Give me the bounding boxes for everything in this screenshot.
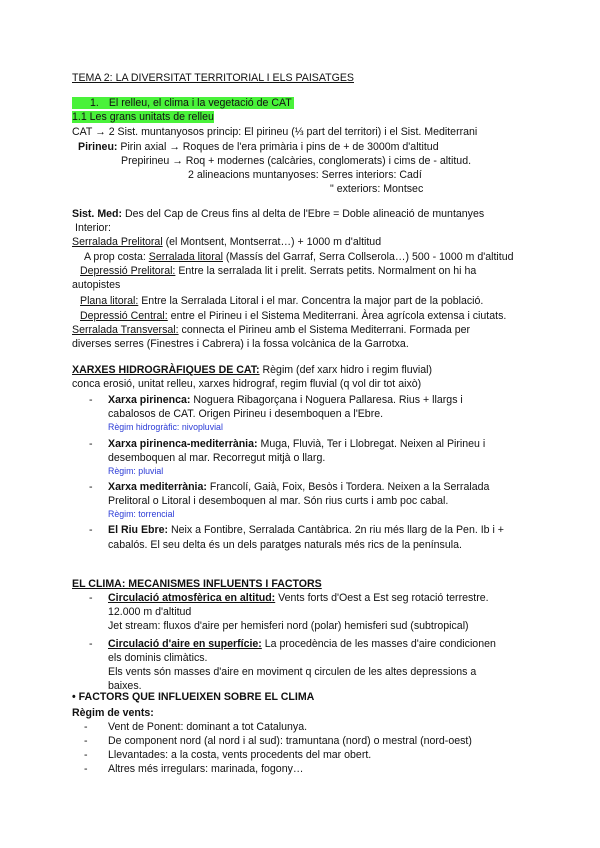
xarxa-item-text: cabalós. El seu delta és un dels paratges naturals més rics de la península. [108, 539, 462, 551]
list-dash: - [84, 735, 88, 747]
circulacio-superficie-4: baixes. [108, 680, 142, 692]
xarxa-regim: Règim hidrogràfic: nivopluvial [108, 422, 223, 432]
alineacions-line: 2 alineacions muntanyoses: Serres interiors: Cadí [188, 169, 422, 181]
pirineu-line: Pirineu: Pirin axial → Roques de l'era primària i pins de + de 3000m d'altitud [78, 141, 439, 153]
xarxa-item: El Riu Ebre: Neix a Fontibre, Serralada Cantàbrica. 2n riu més llarg de la Pen. Ib i + [108, 524, 504, 536]
list-dash: - [84, 749, 88, 761]
xarxa-item: Xarxa pirinenca: Noguera Ribagorçana i Noguera Pallaresa. Rius + llargs i [108, 394, 463, 406]
circulacio-superficie-3: Els vents són masses d'aire en moviment q circulen de les altes depressions a [108, 666, 477, 678]
transversal-line-2: diverses serres (Finestres i Cabrera) i la fossa volcànica de la Garrotxa. [72, 338, 409, 350]
vent-item: Llevantades: a la costa, vents procedents del mar obert. [108, 749, 372, 761]
xarxes-subline: conca erosió, unitat relleu, xarxes hidrograf, regim fluvial (q vol dir tot això) [72, 378, 422, 390]
circulacio-altitud-3: Jet stream: fluxos d'aire per hemisferi nord (polar) hemisferi sud (subtropical) [108, 620, 469, 632]
xarxa-item: Xarxa mediterrània: Francolí, Gaià, Foix, Besòs i Tordera. Neixen a la Serralada [108, 481, 490, 493]
circulacio-superficie-2: els dominis climàtics. [108, 652, 208, 664]
factors-heading: • FACTORS QUE INFLUEIXEN SOBRE EL CLIMA [72, 691, 315, 703]
circulacio-altitud-2: 12.000 m d'altitud [108, 606, 192, 618]
depressio-central-line: Depressió Central: entre el Pirineu i el Sistema Mediterrani. Àrea agrícola extensa i ciutats. [80, 310, 507, 322]
section-title: El relleu, el clima i la vegetació de CAT [99, 97, 294, 109]
transversal-line: Serralada Transversal: connecta el Pirineu amb el Sistema Mediterrani. Formada per [72, 324, 471, 336]
regim-vents-heading: Règim de vents: [72, 707, 154, 719]
section-heading [72, 96, 294, 110]
interior-label: Interior: [75, 222, 111, 234]
vent-item: Vent de Ponent: dominant a tot Catalunya. [108, 721, 308, 733]
list-dash: - [89, 394, 93, 406]
circulacio-altitud-line: Circulació atmosfèrica en altitud: Vents forts d'Oest a Est seg rotació terrestre. [108, 592, 489, 604]
xarxa-regim: Règim: pluvial [108, 466, 164, 476]
prepirineu-line: Prepirineu → Roq + modernes (calcàries, conglomerats) i cims de - altitud. [121, 155, 472, 167]
section-number: 1. [72, 97, 99, 109]
circulacio-superficie-line: Circulació d'aire en superfície: La procedència de les masses d'aire condicionen [108, 638, 496, 650]
vent-item: De component nord (al nord i al sud): tramuntana (nord) o mestral (nord-oest) [108, 735, 472, 747]
depressio-prelitoral-line: Depressió Prelitoral: Entre la serralada lit i prelit. Serrats petits. Normalment on hi ha [80, 265, 477, 277]
list-dash: - [89, 592, 93, 604]
xarxa-item-text: Prelitoral o Litoral i desemboquen al mar. Són rius curts i amb poc cabal. [108, 495, 449, 507]
sist-med-line: Sist. Med: Des del Cap de Creus fins al delta de l'Ebre = Doble alineació de muntanyes [72, 208, 485, 220]
vent-item: Altres més irregulars: marinada, fogony… [108, 763, 304, 775]
document-title: TEMA 2: LA DIVERSITAT TERRITORIAL I ELS PAISATGES [72, 72, 354, 84]
subsection-heading: 1.1 Les grans unitats de relleu [72, 111, 214, 123]
list-dash: - [84, 721, 88, 733]
xarxa-item-text: cabalosos de CAT. Origen Pirineu i desemboquen a l'Ebre. [108, 408, 384, 420]
list-dash: - [89, 524, 93, 536]
list-dash: - [89, 638, 93, 650]
xarxa-item: Xarxa pirinenca-mediterrània: Muga, Fluvià, Ter i Llobregat. Neixen al Pirineu i [108, 438, 486, 450]
xarxes-heading: XARXES HIDROGRÀFIQUES DE CAT: Règim (def xarx hidro i regim fluvial) [72, 364, 433, 376]
cat-summary: CAT → 2 Sist. muntanyosos princip: El pirineu (⅓ part del territori) i el Sist. Mediterrani [72, 126, 478, 138]
exteriors-line: " exteriors: Montsec [330, 183, 424, 195]
xarxa-regim: Règim: torrencial [108, 509, 175, 519]
bullet-icon: • [72, 691, 76, 703]
plana-litoral-line: Plana litoral: Entre la Serralada Litoral i el mar. Concentra la major part de la població. [80, 295, 484, 307]
list-dash: - [89, 438, 93, 450]
prelitoral-line: Serralada Prelitoral (el Montsent, Montserrat…) + 1000 m d'altitud [72, 236, 382, 248]
clima-heading: EL CLIMA: MECANISMES INFLUENTS I FACTORS [72, 578, 322, 590]
litoral-line: A prop costa: Serralada litoral (Massís del Garraf, Serra Collserola…) 500 - 1000 m d'altitud [84, 251, 514, 263]
list-dash: - [89, 481, 93, 493]
xarxa-item-text: desemboquen al mar. Recorregut mitjà o llarg. [108, 452, 326, 464]
autopistes-line: autopistes [72, 279, 121, 291]
list-dash: - [84, 763, 88, 775]
